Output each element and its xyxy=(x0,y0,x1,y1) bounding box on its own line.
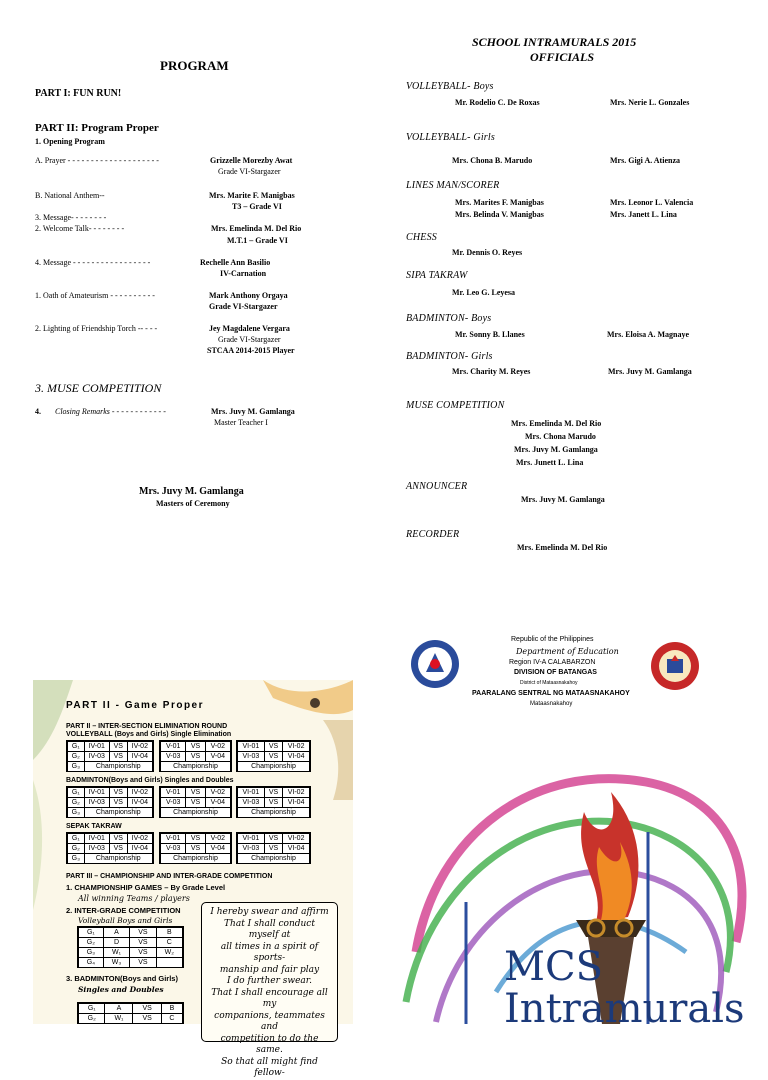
bracket-cell: V-01 xyxy=(161,742,186,752)
bracket-cell: V-03 xyxy=(161,752,186,762)
program-item-sub: Grade VI-Stargazer xyxy=(209,302,278,311)
program-item-label: B. National Anthem-- xyxy=(35,191,105,200)
bracket-cell: VI-03 xyxy=(238,844,265,854)
bracket-cell: G₂ xyxy=(79,938,104,948)
inter-grade-bracket xyxy=(77,926,184,968)
program-item-name: Jey Magdalene Vergara xyxy=(209,324,290,333)
bracket-cell: G₃ xyxy=(68,854,85,864)
bracket-cell: IV-04 xyxy=(127,752,152,762)
bracket-cell: G₂ xyxy=(68,798,85,808)
bd-iv-bracket xyxy=(66,786,154,818)
elimination-heading: PART II – INTER-SECTION ELIMINATION ROUND xyxy=(66,723,228,730)
bracket-cell: IV-03 xyxy=(84,798,109,808)
bracket-cell: IV-02 xyxy=(127,834,152,844)
bracket-cell: VS xyxy=(264,834,282,844)
bracket-cell: V-03 xyxy=(161,798,186,808)
bracket-cell: VI-03 xyxy=(238,798,265,808)
program-item-label: 3. Message- - - - - - - - xyxy=(35,213,107,222)
bracket-cell xyxy=(156,958,182,968)
program-item-label: 1. Oath of Amateurism - - - - - - - - - - xyxy=(35,291,155,300)
header-town: Mataasnakahoy xyxy=(530,701,573,707)
bracket-cell: Championship xyxy=(238,808,310,818)
bracket-cell: G₁ xyxy=(79,1004,105,1014)
official-name: Mr. Dennis O. Reyes xyxy=(452,248,523,257)
bracket-cell: W₂ xyxy=(156,948,182,958)
bracket-cell: VI-01 xyxy=(238,834,265,844)
pledge-line: all times in a spirit of sports- xyxy=(220,941,319,963)
official-name: Mrs. Janett L. Lina xyxy=(610,210,677,219)
bracket-cell: VS xyxy=(264,844,282,854)
sepak-v-bracket xyxy=(159,832,232,864)
part3-heading: PART III – CHAMPIONSHIP AND INTER-GRADE COMPETITION xyxy=(66,873,273,880)
bracket-cell: Championship xyxy=(84,762,152,772)
mc-title: Masters of Ceremony xyxy=(156,499,230,508)
program-item-label: 4. Message - - - - - - - - - - - - - - - - - xyxy=(35,258,151,267)
program-item-sub: M.T.1 – Grade VI xyxy=(227,236,288,245)
bracket-cell: D xyxy=(103,938,130,948)
header-division: DIVISION OF BATANGAS xyxy=(514,669,597,676)
badminton-3-bracket xyxy=(77,1002,184,1024)
bracket-table xyxy=(160,787,231,818)
bracket-cell: C xyxy=(161,1014,182,1024)
officials-subtitle: OFFICIALS xyxy=(530,50,595,64)
bracket-cell: G₃ xyxy=(68,762,85,772)
bracket-table xyxy=(78,1003,183,1024)
bracket-table xyxy=(67,833,153,864)
bracket-cell: VI-01 xyxy=(238,742,265,752)
bracket-cell: V-02 xyxy=(205,788,230,798)
bracket-table xyxy=(160,833,231,864)
bracket-cell: G₂ xyxy=(68,752,85,762)
bracket-cell: G₁ xyxy=(79,928,104,938)
bracket-cell: Championship xyxy=(238,854,310,864)
program-item-name: Rechelle Ann Basilio xyxy=(200,258,271,267)
bracket-cell: VS xyxy=(109,742,127,752)
bracket-cell: IV-03 xyxy=(84,844,109,854)
bracket-cell: VS xyxy=(264,752,282,762)
official-name: Mrs. Marites F. Manigbas xyxy=(455,198,544,207)
bracket-table xyxy=(67,787,153,818)
bracket-cell: VS xyxy=(130,958,156,968)
bracket-cell: VS xyxy=(109,834,127,844)
program-item-label: 2. Lighting of Friendship Torch -- - - - xyxy=(35,324,158,333)
bracket-cell: IV-02 xyxy=(127,788,152,798)
sepak-vi-bracket xyxy=(236,832,311,864)
bracket-cell: G₄ xyxy=(79,958,104,968)
bracket-cell: B xyxy=(161,1004,182,1014)
bracket-cell: IV-01 xyxy=(84,788,109,798)
program-item-name: Mrs. Marite F. Manigbas xyxy=(209,191,295,200)
bracket-cell: IV-02 xyxy=(127,742,152,752)
bracket-cell: G₂ xyxy=(79,1014,105,1024)
bracket-cell: VS xyxy=(130,938,156,948)
bracket-cell: Championship xyxy=(238,762,310,772)
torch-cover xyxy=(396,752,768,1032)
bracket-cell: VI-03 xyxy=(238,752,265,762)
closing-name: Mrs. Juvy M. Gamlanga xyxy=(211,407,295,416)
bd-v-bracket xyxy=(159,786,232,818)
section-volleyball-girls: VOLLEYBALL- Girls xyxy=(406,132,495,143)
bracket-cell: VS xyxy=(109,752,127,762)
game-proper-card xyxy=(33,680,353,1078)
badminton-3-heading: 3. BADMINTON(Boys and Girls) xyxy=(66,974,178,983)
bracket-cell: W₁ xyxy=(103,948,130,958)
header-dept: Department of Education xyxy=(516,647,619,656)
official-name: Mrs. Belinda V. Manigbas xyxy=(455,210,544,219)
bracket-cell: VS xyxy=(186,742,205,752)
bracket-cell: G₂ xyxy=(68,844,85,854)
bracket-cell: VS xyxy=(130,928,156,938)
badminton-3-sub: Singles and Doubles xyxy=(78,985,164,994)
all-winning-note: All winning Teams / players xyxy=(78,894,190,903)
official-name: Mrs. Chona Marudo xyxy=(525,432,596,441)
vb-vi-bracket xyxy=(236,740,311,772)
bracket-table xyxy=(78,927,183,968)
bracket-cell: VS xyxy=(109,844,127,854)
section-volleyball-boys: VOLLEYBALL- Boys xyxy=(406,81,494,92)
bracket-table xyxy=(237,833,310,864)
bracket-cell: VS xyxy=(186,752,205,762)
vb-v-bracket xyxy=(159,740,232,772)
bracket-cell: V-01 xyxy=(161,834,186,844)
oath-pledge-box xyxy=(201,902,338,1078)
bracket-cell: V-04 xyxy=(205,844,230,854)
bracket-cell: VS xyxy=(109,798,127,808)
official-name: Mrs. Junett L. Lina xyxy=(516,458,584,467)
header-district: District of Mataasnakahoy xyxy=(520,680,578,686)
school-seal-icon xyxy=(650,641,700,691)
bracket-cell: G₁ xyxy=(68,742,85,752)
header-republic: Republic of the Philippines xyxy=(511,636,594,643)
official-name: Mrs. Nerie L. Gonzales xyxy=(610,98,690,107)
pledge-line: So that all might find fellow- xyxy=(221,1056,318,1078)
pledge-line: That I shall conduct myself at xyxy=(224,918,315,940)
muse-competition-item: 3. MUSE COMPETITION xyxy=(35,381,162,395)
bracket-cell: IV-01 xyxy=(84,742,109,752)
official-name: Mr. Rodelio C. De Roxas xyxy=(455,98,540,107)
header-school: PAARALANG SENTRAL NG MATAASNAKAHOY xyxy=(472,690,630,697)
official-name: Mrs. Juvy M. Gamlanga xyxy=(514,445,598,454)
bracket-cell: VI-04 xyxy=(283,844,310,854)
bracket-cell: V-01 xyxy=(161,788,186,798)
program-item-name: Mrs. Emelinda M. Del Rio xyxy=(211,224,302,233)
vb-iv-bracket xyxy=(66,740,154,772)
bracket-cell: VI-02 xyxy=(283,834,310,844)
bracket-cell: IV-01 xyxy=(84,834,109,844)
bracket-cell: VS xyxy=(186,844,205,854)
closing-remarks-label: Closing Remarks - - - - - - - - - - - - xyxy=(55,407,166,416)
bracket-cell: IV-04 xyxy=(127,844,152,854)
bracket-cell: VS xyxy=(186,834,205,844)
program-item-sub: IV-Carnation xyxy=(220,269,267,278)
bracket-cell: G₃ xyxy=(79,948,104,958)
program-item-sub: T3 – Grade VI xyxy=(232,202,282,211)
bracket-cell: VS xyxy=(264,798,282,808)
bracket-cell: Championship xyxy=(84,854,152,864)
header-region: Region IV-A CALABARZON xyxy=(509,659,596,666)
program-item-name: Mark Anthony Orgaya xyxy=(209,291,288,300)
bracket-cell: B xyxy=(156,928,182,938)
official-name: Mr. Leo G. Leyesa xyxy=(452,288,516,297)
program-title: PROGRAM xyxy=(160,58,229,73)
section-recorder: RECORDER xyxy=(406,529,460,540)
bracket-cell: VS xyxy=(264,742,282,752)
program-item-sub: Grade VI-Stargazer xyxy=(218,335,281,344)
bracket-cell: C xyxy=(156,938,182,948)
bracket-cell: VI-04 xyxy=(283,798,310,808)
program-item-label: A. Prayer - - - - - - - - - - - - - - - - - - - - xyxy=(35,156,159,165)
section-badminton-girls: BADMINTON- Girls xyxy=(406,351,493,362)
closing-number: 4. xyxy=(35,407,41,416)
program-item-label: 2. Welcome Talk- - - - - - - - xyxy=(35,224,125,233)
bracket-cell: VS xyxy=(133,1004,162,1014)
bd-vi-bracket xyxy=(236,786,311,818)
bracket-cell: VI-02 xyxy=(283,742,310,752)
bracket-cell: VS xyxy=(130,948,156,958)
bracket-cell: A xyxy=(103,928,130,938)
pledge-line: manship and fair play xyxy=(219,964,320,975)
bracket-cell: VI-04 xyxy=(283,752,310,762)
part2-heading: PART II: Program Proper xyxy=(35,122,159,134)
pledge-line: I do further swear. xyxy=(227,976,312,986)
volleyball-heading: VOLLEYBALL (Boys and Girls) Single Elimination xyxy=(66,731,232,738)
section-lines-scorer: LINES MAN/SCORER xyxy=(406,180,500,191)
bracket-cell: VS xyxy=(186,788,205,798)
bracket-cell: VS xyxy=(264,788,282,798)
program-item-name: Grizzelle Morezby Awat xyxy=(210,156,293,165)
official-name: Mrs. Leonor L. Valencia xyxy=(610,198,694,207)
bracket-cell: Championship xyxy=(161,854,231,864)
bracket-cell: V-04 xyxy=(205,752,230,762)
bracket-cell: VS xyxy=(109,788,127,798)
bracket-table xyxy=(160,741,231,772)
bracket-table xyxy=(237,741,310,772)
officials-title: SCHOOL INTRAMURALS 2015 xyxy=(472,35,637,49)
bracket-cell: IV-03 xyxy=(84,752,109,762)
bracket-cell: V-03 xyxy=(161,844,186,854)
official-name: Mr. Sonny B. Llanes xyxy=(455,330,525,339)
program-item-sub2: STCAA 2014-2015 Player xyxy=(207,346,295,355)
mc-name: Mrs. Juvy M. Gamlanga xyxy=(139,486,244,497)
sepak-heading: SEPAK TAKRAW xyxy=(66,823,122,830)
opening-program: 1. Opening Program xyxy=(35,137,105,146)
champ-heading: 1. CHAMPIONSHIP GAMES – By Grade Level xyxy=(66,883,226,892)
bracket-cell: Championship xyxy=(84,808,152,818)
bracket-cell: G₁ xyxy=(68,788,85,798)
closing-sub: Master Teacher I xyxy=(214,418,268,427)
bracket-cell: Championship xyxy=(161,762,231,772)
official-name: Mrs. Juvy M. Gamlanga xyxy=(521,495,605,504)
official-name: Mrs. Chona B. Marudo xyxy=(452,156,533,165)
bracket-cell: IV-04 xyxy=(127,798,152,808)
pledge-line: competition to do the same. xyxy=(220,1033,319,1055)
official-name: Mrs. Charity M. Reyes xyxy=(452,367,531,376)
bracket-table xyxy=(67,741,153,772)
bracket-cell: Championship xyxy=(161,808,231,818)
badminton-heading: BADMINTON(Boys and Girls) Singles and Doubles xyxy=(66,777,234,784)
bracket-cell: W₃ xyxy=(103,958,130,968)
bracket-cell: G₁ xyxy=(68,834,85,844)
program-item-sub: Grade VI-Stargazer xyxy=(218,167,281,176)
bracket-cell: V-02 xyxy=(205,834,230,844)
cover-title-line2: Intramurals xyxy=(504,986,745,1032)
bracket-cell: VS xyxy=(133,1014,162,1024)
sepak-iv-bracket xyxy=(66,832,154,864)
game-proper-title: PART II - Game Proper xyxy=(66,700,205,711)
official-name: Mrs. Juvy M. Gamlanga xyxy=(608,367,692,376)
official-name: Mrs. Eloisa A. Magnaye xyxy=(607,330,689,339)
bracket-cell: VI-01 xyxy=(238,788,265,798)
section-badminton-boys: BADMINTON- Boys xyxy=(406,313,492,324)
official-name: Mrs. Gigi A. Atienza xyxy=(610,156,680,165)
bracket-table xyxy=(237,787,310,818)
inter-grade-heading: 2. INTER-GRADE COMPETITION xyxy=(66,906,181,915)
part1-heading: PART I: FUN RUN! xyxy=(35,88,122,99)
section-sipa-takraw: SIPA TAKRAW xyxy=(406,270,468,281)
official-name: Mrs. Emelinda M. Del Rio xyxy=(511,419,602,428)
section-chess: CHESS xyxy=(406,232,437,243)
cover-title-line1: MCS xyxy=(504,944,603,990)
section-announcer: ANNOUNCER xyxy=(406,481,468,492)
deped-seal-icon xyxy=(410,639,460,689)
pledge-line: That I shall encourage all my xyxy=(211,987,328,1009)
pledge-line: companions, teammates and xyxy=(214,1010,325,1032)
bracket-cell: W₁ xyxy=(105,1014,133,1024)
bracket-cell: V-04 xyxy=(205,798,230,808)
bracket-cell: VI-02 xyxy=(283,788,310,798)
section-muse-competition: MUSE COMPETITION xyxy=(406,400,505,411)
inter-grade-sub: Volleyball Boys and Girls xyxy=(78,916,173,925)
bracket-cell: V-02 xyxy=(205,742,230,752)
bracket-cell: A xyxy=(105,1004,133,1014)
bracket-cell: VS xyxy=(186,798,205,808)
pledge-line: I hereby swear and affirm xyxy=(210,907,329,917)
bracket-cell: G₃ xyxy=(68,808,85,818)
official-name: Mrs. Emelinda M. Del Rio xyxy=(517,543,608,552)
